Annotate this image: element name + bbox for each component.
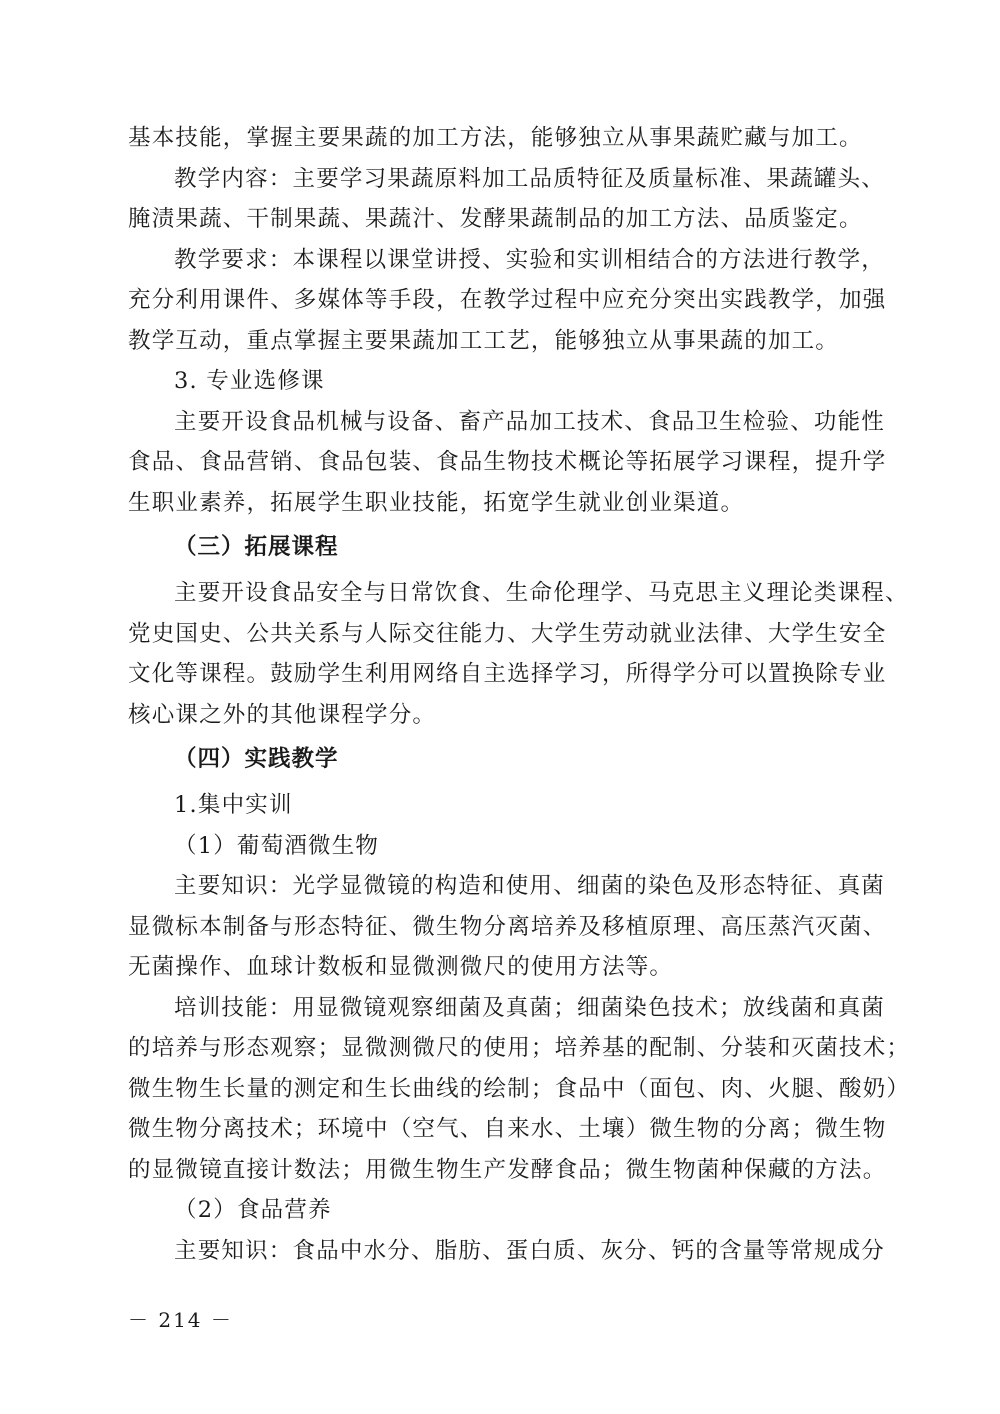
subsection-title: 3. 专业选修课 <box>174 368 325 394</box>
subsection-title: （2）食品营养 <box>174 1197 332 1223</box>
subsection-title: 1.集中实训 <box>174 792 293 818</box>
paragraph-line: 充分利用课件、多媒体等手段，在教学过程中应充分突出实践教学，加强 <box>128 287 887 313</box>
paragraph-line: 主要知识：食品中水分、脂肪、蛋白质、灰分、钙的含量等常规成分 <box>174 1237 886 1264</box>
paragraph-line: 教学要求：本课程以课堂讲授、实验和实训相结合的方法进行教学， <box>174 246 886 273</box>
paragraph-line: 腌渍果蔬、干制果蔬、果蔬汁、发酵果蔬制品的加工方法、品质鉴定。 <box>128 206 863 232</box>
page-number: － 214 － <box>128 1308 233 1332</box>
section-heading: （三）拓展课程 <box>174 534 339 560</box>
document-body <box>128 118 911 1271</box>
paragraph-line: 显微标本制备与形态特征、微生物分离培养及移植原理、高压蒸汽灭菌、 <box>128 913 887 940</box>
paragraph-line: 主要开设食品机械与设备、畜产品加工技术、食品卫生检验、功能性 <box>174 408 886 435</box>
paragraph-line: 食品、食品营销、食品包装、食品生物技术概论等拓展学习课程，提升学 <box>128 449 887 475</box>
paragraph-line: 教学内容：主要学习果蔬原料加工品质特征及质量标准、果蔬罐头、 <box>174 165 886 192</box>
paragraph-line: 培训技能：用显微镜观察细菌及真菌；细菌染色技术；放线菌和真菌 <box>174 994 886 1021</box>
paragraph-line: 文化等课程。鼓励学生利用网络自主选择学习，所得学分可以置换除专业 <box>128 661 887 687</box>
paragraph-line: 主要开设食品安全与日常饮食、生命伦理学、马克思主义理论类课程、 <box>174 580 909 606</box>
paragraph-line: 的培养与形态观察；显微测微尺的使用；培养基的配制、分装和灭菌技术； <box>128 1035 911 1061</box>
paragraph-line: 主要知识：光学显微镜的构造和使用、细菌的染色及形态特征、真菌 <box>174 873 886 899</box>
paragraph-line: 党史国史、公共关系与人际交往能力、大学生劳动就业法律、大学生安全 <box>128 620 887 647</box>
section-heading: （四）实践教学 <box>174 746 339 772</box>
paragraph-line: 微生物生长量的测定和生长曲线的绘制；食品中（面包、肉、火腿、酸奶） <box>128 1075 911 1102</box>
paragraph-line: 生职业素养，拓展学生职业技能，拓宽学生就业创业渠道。 <box>128 489 745 516</box>
paragraph-line: 核心课之外的其他课程学分。 <box>128 701 437 728</box>
paragraph-line: 微生物分离技术；环境中（空气、自来水、土壤）微生物的分离；微生物 <box>128 1116 887 1142</box>
paragraph-line: 无菌操作、血球计数板和显微测微尺的使用方法等。 <box>128 954 674 980</box>
paragraph-line: 教学互动，重点掌握主要果蔬加工工艺，能够独立从事果蔬的加工。 <box>128 327 840 354</box>
paragraph-line: 的显微镜直接计数法；用微生物生产发酵食品；微生物菌种保藏的方法。 <box>128 1156 887 1183</box>
subsection-title: （1）葡萄酒微生物 <box>174 832 380 859</box>
paragraph-line: 基本技能，掌握主要果蔬的加工方法，能够独立从事果蔬贮藏与加工。 <box>128 125 863 151</box>
